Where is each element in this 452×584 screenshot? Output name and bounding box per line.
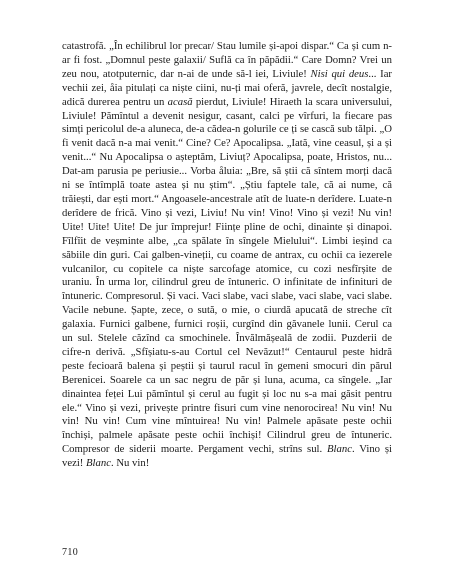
text-segment: . Nu vin! [110, 457, 150, 470]
italic-segment: Blanc [86, 457, 111, 470]
italic-segment: Blanc [327, 443, 352, 456]
page-number: 710 [62, 547, 79, 558]
italic-segment: Nisi qui deus [310, 67, 369, 80]
italic-segment: acasă [167, 95, 193, 108]
text-segment: . Vino și vezi! [62, 443, 392, 470]
body-text [62, 40, 392, 471]
text-segment: ... Iar vechii zei, åia pitulați ca niște ciini, nu-ți mai oferă, javrele, decît nostalgie, adică durerea pentru un [62, 67, 392, 108]
paragraph [62, 40, 392, 471]
text-segment: pierdut, Liviule! Hiraeth la scara universului, Liviule! Pămîntul a devenit nesigur, casant, calci pe vîrfuri, la fiecare pas simți pericolul de-a aluneca, de-a cădea-n golurile ce ți se cască sub tălpi. „O fi venit dacă n-a mai venit.“ Cine? Ce? Apocalipsa. „Iată, vine ceasul, și a și venit...“ Nu Apocalipsa o așteptăm, Liviuț? Apocalipsa, poate, Hristos, nu... Dat-am parusia pe periusie... Vorba åluia: „Bre, să știi că sîntem morți dacă ni se întîmplă toate astea și nu știm“. „Știu faptele tale, că ai nume, că trăiești, dar ești mort.“ Angoasele-ancestrale atît de luate-n derîdere. Luate-n derîdere de frică. Vino și vezi, Liviu! Nu vin! Vino! Vino și vezi! Nu vin! Uite! Uite! Uite! De jur împrejur! Ființe pline de ochi, dinainte și dinapoi. Fîlfîit de veșminte albe, „ca spălate în sîngele Mielului“. Limbi ieșind ca săbiile din guri. Cai galben-vineții, cu coame de antrax, cu ochii ca iezerele vulcanilor, cu copitele ca niște sarcofage atomice, cu cozi nesfîrșite de uraniu. În urma lor, cilindrul greu de întuneric. O infinitate de infinituri de întuneric. Compresorul. Și vaci. Vaci slabe, vaci slabe, vaci slabe, vaci slabe. Vacile nebune. Șapte, zece, o sută, o mie, o ciurdă apucată de streche cît galaxia. Furnici galbene, furnici roșii, curgînd din găvanele lunii. Cerul ca un sul. Stelele căzînd ca smochinele. Învălmășeală de zodii. Puzderii de cifre-n derivă. „Sfîșiatu-s-au Cortul cel Nevăzut!“ Centaurul peste hidră peste fecioară balena și peștii și taurul racul în gemeni smocuri din părul Berenicei. Soarele ca un sac negru de păr și luna, acuma, ca sîngele. „Iar dinaintea feței Lui pămîntul și cerul au fugit și loc nu s-a mai găsit pentru ele.“ Vino și vezi, privește printre fisuri cum vine nenorocirea! Nu vin! Nu vin! Nu vin! Cum vine mîntuirea! Nu vin! Palmele apăsate peste ochii închiși, palmele apăsate peste ochii închiși! Cilindrul greu de întuneric. Compresor de siderii moarte. Pergament vechi, strîns sul. [62, 95, 393, 456]
text-segment: catastrofă. „În echilibrul lor precar/ Stau lumile și-apoi dispar.“ Ca și cum n-ar fi fost. „Domnul peste galaxii/ Suflă ca în păpădii.“ Care Domn? Vrei un zeu nou, atotputernic, dar n-ai de unde să-l iei, Liviule! [62, 40, 392, 80]
